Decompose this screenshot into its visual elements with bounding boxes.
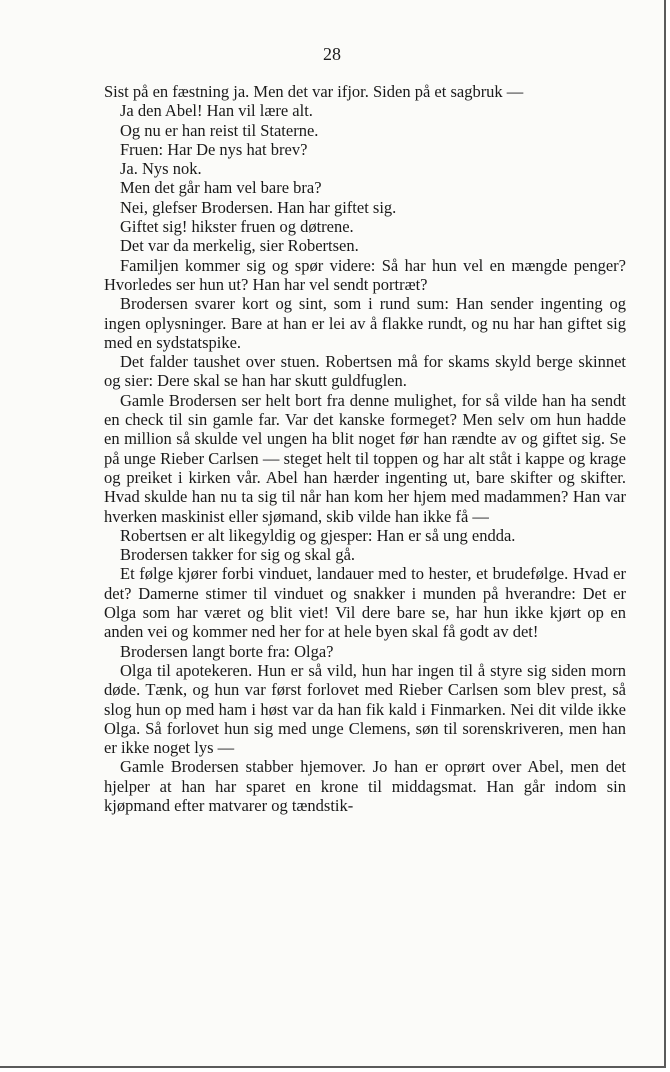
paragraph: Nei, glefser Brodersen. Han har giftet sig. xyxy=(120,197,397,217)
paragraph: Og nu er han reist til Staterne. xyxy=(120,120,319,140)
paragraph: Fruen: Har De nys hat brev? xyxy=(120,139,308,159)
paragraph: Ja den Abel! Han vil lære alt. xyxy=(120,101,313,121)
paragraph: Et følge kjører forbi vinduet, landauer med to hester, et brudefølge. Hvad er det? Damerne stimer til vinduet og snakker i munden på hverandre: Det er Olga som har været og blit viet! Vil dere bare se, har hun ikke kjørt op en anden vei og kommer ned her for at hele byen skal få godt av det! xyxy=(104,564,626,642)
paragraph: Ja. Nys nok. xyxy=(120,159,202,179)
paragraph: Gamle Brodersen stabber hjemover. Jo han er oprørt over Abel, men det hjelper at han har sparet en krone til middagsmat. Han går indom sin kjøpmand efter matvarer og tændstik- xyxy=(104,757,626,815)
paragraph: Robertsen er alt likegyldig og gjesper: Han er så ung endda. xyxy=(120,525,516,545)
page-number: 28 xyxy=(323,44,341,64)
paragraph: Det var da merkelig, sier Robertsen. xyxy=(120,236,359,256)
paragraph: Brodersen langt borte fra: Olga? xyxy=(120,641,334,661)
paragraph: Brodersen svarer kort og sint, som i rund sum: Han sender ingenting og ingen oplysninger. Bare at han er lei av å flakke rundt, og nu har han giftet sig med en sydstatspike. xyxy=(104,294,626,352)
paragraph: Gamle Brodersen ser helt bort fra denne mulighet, for så vilde han ha sendt en check til sin gamle far. Var det kanske formeget? Men selv om hun hadde en million så skulde vel ungen ha blit noget før han rændte av og giftet sig. Se på unge Rieber Carlsen — steget helt til toppen og har alt ståt i kappe og krage og preiket i kirken vår. Abel han hærder ingenting ut, bare skifter og skifter. Hvad skulde han nu ta sig til når han kom her hjem med madammen? Han var hverken maskinist eller sjømand, skib vilde han ikke få — xyxy=(104,390,626,526)
paragraph: Giftet sig! hikster fruen og døtrene. xyxy=(120,217,354,237)
paragraph: Det falder taushet over stuen. Robertsen må for skams skyld berge skinnet og sier: Dere skal se han har skutt guldfuglen. xyxy=(104,352,626,391)
paragraph: Sist på en fæstning ja. Men det var ifjor. Siden på et sagbruk — xyxy=(104,82,524,101)
paragraph: Brodersen takker for sig og skal gå. xyxy=(120,545,356,565)
body-text xyxy=(104,82,626,815)
paragraph: Men det går ham vel bare bra? xyxy=(120,178,322,198)
paragraph: Familjen kommer sig og spør videre: Så har hun vel en mængde penger? Hvorledes ser hun ut? Han har vel sendt portræt? xyxy=(104,255,626,294)
paragraph: Olga til apotekeren. Hun er så vild, hun har ingen til å styre sig siden morn døde. Tænk, og hun var først forlovet med Rieber Carlsen som blev prest, så slog hun op med ham i høst var da han fik kald i Finmarken. Nei dit vilde ikke Olga. Så forlovet hun sig med unge Clemens, søn til sorenskriveren, men han er ikke noget lys — xyxy=(104,660,626,758)
